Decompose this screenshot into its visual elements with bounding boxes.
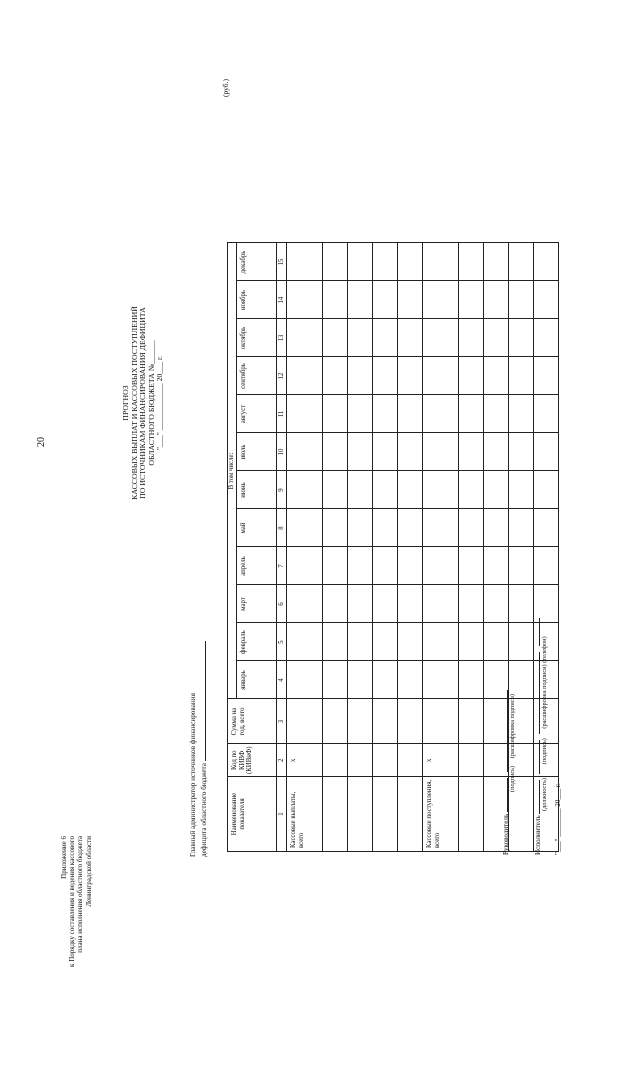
value-cell[interactable] <box>459 433 484 471</box>
value-cell[interactable] <box>484 281 509 319</box>
value-cell[interactable] <box>459 661 484 699</box>
value-cell[interactable] <box>423 585 459 623</box>
value-cell[interactable] <box>484 433 509 471</box>
column-number: 6 <box>277 585 287 623</box>
row-name-cell[interactable] <box>373 777 398 852</box>
title-line: КАССОВЫХ ВЫПЛАТ И КАССОВЫХ ПОСТУПЛЕНИЙ <box>129 306 139 500</box>
value-cell[interactable] <box>509 319 534 357</box>
value-cell[interactable] <box>323 509 348 547</box>
currency-unit: (руб.) <box>221 79 230 97</box>
value-cell[interactable] <box>509 509 534 547</box>
page-number: 20 <box>36 437 47 447</box>
month-header: ноябрь <box>237 281 277 319</box>
value-cell[interactable] <box>459 357 484 395</box>
value-cell[interactable] <box>373 509 398 547</box>
value-cell[interactable] <box>509 281 534 319</box>
value-cell[interactable] <box>398 699 423 744</box>
executor-phone-caption: (телефон) <box>541 636 548 663</box>
executor-phone-line <box>532 618 540 646</box>
value-cell[interactable] <box>534 471 559 509</box>
month-header: сентябрь <box>237 357 277 395</box>
appendix-line: Ленинградской области <box>84 836 93 907</box>
value-cell[interactable] <box>287 699 323 744</box>
value-cell[interactable] <box>423 357 459 395</box>
title-line: ОБЛАСТНОГО БЮДЖЕТА №______ <box>146 340 156 466</box>
value-cell[interactable] <box>423 281 459 319</box>
value-cell[interactable] <box>373 585 398 623</box>
value-cell[interactable] <box>484 319 509 357</box>
head-label: Руководитель <box>502 813 510 855</box>
header-including: В том числе: <box>228 243 237 699</box>
value-cell[interactable] <box>373 471 398 509</box>
column-number: 2 <box>277 744 287 777</box>
value-cell[interactable] <box>373 661 398 699</box>
value-cell[interactable] <box>323 471 348 509</box>
row-code-cell[interactable] <box>323 744 348 777</box>
table-row <box>459 243 484 852</box>
month-header: январь <box>237 661 277 699</box>
value-cell[interactable] <box>423 433 459 471</box>
value-cell[interactable] <box>373 547 398 585</box>
value-cell[interactable] <box>423 623 459 661</box>
value-cell[interactable] <box>287 509 323 547</box>
row-code-cell[interactable] <box>398 744 423 777</box>
value-cell[interactable] <box>348 433 373 471</box>
value-cell[interactable] <box>509 433 534 471</box>
column-number: 5 <box>277 623 287 661</box>
value-cell[interactable] <box>323 623 348 661</box>
title-line: ПРОГНОЗ <box>121 385 130 421</box>
column-number: 14 <box>277 281 287 319</box>
value-cell[interactable] <box>373 281 398 319</box>
column-number: 3 <box>277 699 287 744</box>
value-cell[interactable] <box>484 395 509 433</box>
row-name-cell[interactable]: Кассовые выплаты, всего <box>287 777 323 852</box>
value-cell[interactable] <box>287 471 323 509</box>
value-cell[interactable] <box>423 699 459 744</box>
head-sign-caption: (подпись) <box>509 765 516 792</box>
value-cell[interactable] <box>287 319 323 357</box>
column-number: 1 <box>277 777 287 852</box>
value-cell[interactable] <box>348 509 373 547</box>
month-header: декабрь <box>237 243 277 281</box>
table-row <box>287 243 323 852</box>
month-header: июнь <box>237 471 277 509</box>
column-number: 7 <box>277 547 287 585</box>
column-number: 12 <box>277 357 287 395</box>
value-cell[interactable] <box>287 357 323 395</box>
value-cell[interactable] <box>287 433 323 471</box>
value-cell[interactable] <box>287 395 323 433</box>
value-cell[interactable] <box>423 509 459 547</box>
value-cell[interactable] <box>459 243 484 281</box>
value-cell[interactable] <box>348 395 373 433</box>
value-cell[interactable] <box>373 699 398 744</box>
row-code-cell[interactable] <box>373 744 398 777</box>
value-cell[interactable] <box>484 509 509 547</box>
month-header: октябрь <box>237 319 277 357</box>
executor-position-caption: (должность) <box>541 777 548 811</box>
value-cell[interactable] <box>459 547 484 585</box>
value-cell[interactable] <box>398 623 423 661</box>
table-row <box>373 243 398 852</box>
value-cell[interactable] <box>373 623 398 661</box>
value-cell[interactable] <box>323 585 348 623</box>
head-sign-line <box>500 778 508 812</box>
head-decode-caption: (расшифровка подписи) <box>509 694 516 759</box>
value-cell[interactable] <box>323 243 348 281</box>
value-cell[interactable] <box>534 395 559 433</box>
signatures-block <box>500 618 563 855</box>
column-number: 10 <box>277 433 287 471</box>
executor-sign-caption: (подпись) <box>541 738 548 765</box>
column-number: 15 <box>277 243 287 281</box>
value-cell[interactable] <box>459 509 484 547</box>
executor-position-line <box>532 780 540 814</box>
value-cell[interactable] <box>484 243 509 281</box>
month-header: февраль <box>237 623 277 661</box>
value-cell[interactable] <box>398 471 423 509</box>
value-cell[interactable] <box>398 547 423 585</box>
administrator-field <box>198 641 206 761</box>
table-row <box>323 243 348 852</box>
value-cell[interactable] <box>348 547 373 585</box>
value-cell[interactable] <box>534 243 559 281</box>
value-cell[interactable] <box>509 547 534 585</box>
value-cell[interactable] <box>423 243 459 281</box>
value-cell[interactable] <box>398 357 423 395</box>
head-decode-line <box>500 690 508 772</box>
column-number: 9 <box>277 471 287 509</box>
value-cell[interactable] <box>373 319 398 357</box>
value-cell[interactable] <box>459 471 484 509</box>
value-cell[interactable] <box>348 281 373 319</box>
table-row <box>423 243 459 852</box>
value-cell[interactable] <box>484 471 509 509</box>
month-header: август <box>237 395 277 433</box>
value-cell[interactable] <box>373 243 398 281</box>
row-name-cell[interactable] <box>348 777 373 852</box>
value-cell[interactable] <box>398 243 423 281</box>
value-cell[interactable] <box>534 433 559 471</box>
value-cell[interactable] <box>534 319 559 357</box>
row-name-cell[interactable] <box>398 777 423 852</box>
column-number: 4 <box>277 661 287 699</box>
header-code: Код по КИВФ (КИВнФ) <box>228 744 277 777</box>
value-cell[interactable] <box>509 395 534 433</box>
value-cell[interactable] <box>373 395 398 433</box>
row-code-cell[interactable] <box>459 744 484 777</box>
value-cell[interactable] <box>348 623 373 661</box>
value-cell[interactable] <box>398 319 423 357</box>
value-cell[interactable] <box>287 585 323 623</box>
value-cell[interactable] <box>534 547 559 585</box>
value-cell[interactable] <box>459 281 484 319</box>
value-cell[interactable] <box>509 471 534 509</box>
header-name: Наименование показателя <box>228 777 277 852</box>
value-cell[interactable] <box>534 357 559 395</box>
value-cell[interactable] <box>323 661 348 699</box>
administrator-label: Главный администратор источников финансирования <box>189 693 197 857</box>
value-cell[interactable] <box>398 433 423 471</box>
month-header: март <box>237 585 277 623</box>
value-cell[interactable] <box>459 395 484 433</box>
value-cell[interactable] <box>348 319 373 357</box>
value-cell[interactable] <box>348 585 373 623</box>
value-cell[interactable] <box>348 357 373 395</box>
value-cell[interactable] <box>459 699 484 744</box>
value-cell[interactable] <box>398 281 423 319</box>
row-code-cell[interactable]: х <box>423 744 459 777</box>
value-cell[interactable] <box>323 433 348 471</box>
column-number: 11 <box>277 395 287 433</box>
value-cell[interactable] <box>484 547 509 585</box>
value-cell[interactable] <box>509 357 534 395</box>
value-cell[interactable] <box>398 509 423 547</box>
value-cell[interactable] <box>323 281 348 319</box>
appendix-line: к Порядку составления и ведения кассового <box>68 836 77 967</box>
value-cell[interactable] <box>423 547 459 585</box>
document-title <box>122 253 165 553</box>
month-header: апрель <box>237 547 277 585</box>
value-cell[interactable] <box>459 585 484 623</box>
value-cell[interactable] <box>423 395 459 433</box>
row-name-cell[interactable] <box>323 777 348 852</box>
value-cell[interactable] <box>348 471 373 509</box>
value-cell[interactable] <box>287 243 323 281</box>
value-cell[interactable] <box>348 661 373 699</box>
row-code-cell[interactable] <box>348 744 373 777</box>
executor-sign-line <box>532 740 540 774</box>
value-cell[interactable] <box>398 661 423 699</box>
month-header: май <box>237 509 277 547</box>
value-cell[interactable] <box>423 471 459 509</box>
column-number: 13 <box>277 319 287 357</box>
value-cell[interactable] <box>398 395 423 433</box>
title-line: ПО ИСТОЧНИКАМ ФИНАНСИРОВАНИЯ ДЕФИЦИТА <box>138 307 148 499</box>
header-sum: Сумма на год, всего <box>228 699 277 744</box>
value-cell[interactable] <box>509 243 534 281</box>
value-cell[interactable] <box>423 661 459 699</box>
value-cell[interactable] <box>287 623 323 661</box>
executor-decode-line <box>532 652 540 734</box>
column-number: 8 <box>277 509 287 547</box>
administrator-label-2: дефицита областного бюджета <box>199 763 208 857</box>
value-cell[interactable] <box>348 699 373 744</box>
row-name-cell[interactable] <box>459 777 484 852</box>
table-row <box>348 243 373 852</box>
value-cell[interactable] <box>323 547 348 585</box>
value-cell[interactable] <box>287 661 323 699</box>
title-date: "___" ____________ 20___ г. <box>155 355 165 451</box>
executor-decode-caption: (расшифровка подписи) <box>541 664 548 729</box>
row-name-cell[interactable]: Кассовые поступления, всего <box>423 777 459 852</box>
value-cell[interactable] <box>348 243 373 281</box>
appendix-line: плана исполнения областного бюджета <box>76 836 85 953</box>
value-cell[interactable] <box>423 319 459 357</box>
value-cell[interactable] <box>373 433 398 471</box>
signature-date: "___" ________ 20___ г. <box>554 783 562 855</box>
value-cell[interactable] <box>287 547 323 585</box>
row-code-cell[interactable]: х <box>287 744 323 777</box>
value-cell[interactable] <box>323 699 348 744</box>
value-cell[interactable] <box>459 319 484 357</box>
value-cell[interactable] <box>287 281 323 319</box>
value-cell[interactable] <box>534 281 559 319</box>
value-cell[interactable] <box>398 585 423 623</box>
appendix-block <box>60 836 93 1076</box>
administrator-block <box>189 641 208 857</box>
value-cell[interactable] <box>459 623 484 661</box>
value-cell[interactable] <box>323 395 348 433</box>
value-cell[interactable] <box>323 319 348 357</box>
appendix-line: Приложение 6 <box>60 836 68 879</box>
value-cell[interactable] <box>534 509 559 547</box>
month-header: июль <box>237 433 277 471</box>
value-cell[interactable] <box>484 357 509 395</box>
value-cell[interactable] <box>373 357 398 395</box>
value-cell[interactable] <box>323 357 348 395</box>
executor-label: Исполнитель <box>534 815 542 855</box>
table-row <box>398 243 423 852</box>
